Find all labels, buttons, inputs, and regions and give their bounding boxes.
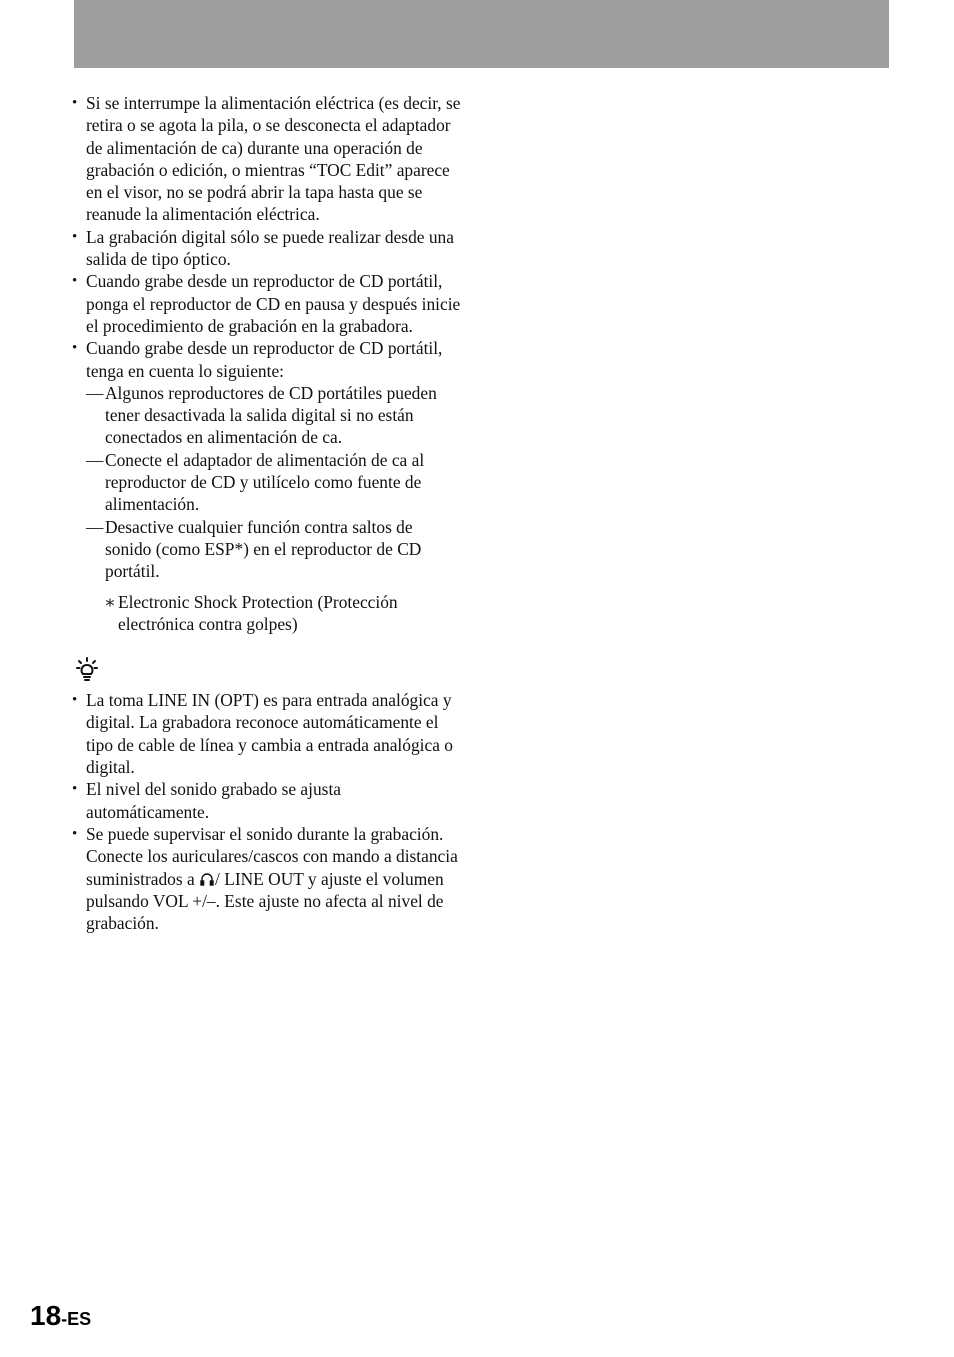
page-number-suffix: -ES [61,1309,92,1329]
tip-item [72,823,462,934]
sub-list-item-text: Desactive cualquier función contra saltos de sonido (como ESP*) en el reproductor de CD portátil. [105,516,422,582]
dash-mark: — [86,382,104,403]
header-band [74,0,889,68]
dash-mark: — [86,516,104,537]
sub-list [86,382,462,583]
list-item-text: Cuando grabe desde un reproductor de CD portátil, tenga en cuenta lo siguiente: [86,338,443,381]
list-item: • La grabación digital sólo se puede realizar desde una salida de tipo óptico. [72,226,462,271]
footnote-mark: ∗ [104,591,116,612]
dash-mark: — [86,449,104,470]
tip-text-part1: Se puede supervisar el sonido durante la grabación. Conecte los auriculares/cascos con mando a distancia suministrados a [86,823,458,889]
sub-list-item [86,382,462,449]
lightbulb-icon [76,657,98,683]
main-column [72,92,462,934]
list-item: • Cuando grabe desde un reproductor de CD portátil, ponga el reproductor de CD en pausa y después inicie el procedimiento de grabación en la grabadora. [72,270,462,337]
page-number [30,1300,91,1332]
tip-text-part2: / LINE OUT y ajuste el volumen pulsando VOL +/–. Este ajuste no afecta al nivel de grabación. [86,868,444,934]
sub-list-item-text: Conecte el adaptador de alimentación de ca al reproductor de CD y utilícelo como fuente de alimentación. [105,449,425,515]
footnote [86,591,462,636]
list-item: • Si se interrumpe la alimentación eléctrica (es decir, se retira o se agota la pila, o se desconecta el adaptador de alimentación de ca) durante una operación de grabación o edición, o mientras “TOC Edit” aparece en el visor, no se podrá abrir la tapa hasta que se reanude la alimentación eléctrica. [72,92,462,226]
sub-list-item [86,516,462,583]
footnote-text: Electronic Shock Protection (Protección electrónica contra golpes) [118,591,398,634]
sub-list-item [86,449,462,516]
tip-item: • La toma LINE IN (OPT) es para entrada analógica y digital. La grabadora reconoce automáticamente el tipo de cable de línea y cambia a entrada analógica o digital. [72,689,462,778]
tips-list [72,689,462,934]
list-item [72,337,462,635]
sub-list-item-text: Algunos reproductores de CD portátiles pueden tener desactivada la salida digital si no están conectados en alimentación de ca. [105,382,437,448]
notes-list [72,92,462,635]
tip-item: • El nivel del sonido grabado se ajusta automáticamente. [72,778,462,823]
headphones-icon [199,871,215,887]
page-number-value: 18 [30,1300,62,1331]
